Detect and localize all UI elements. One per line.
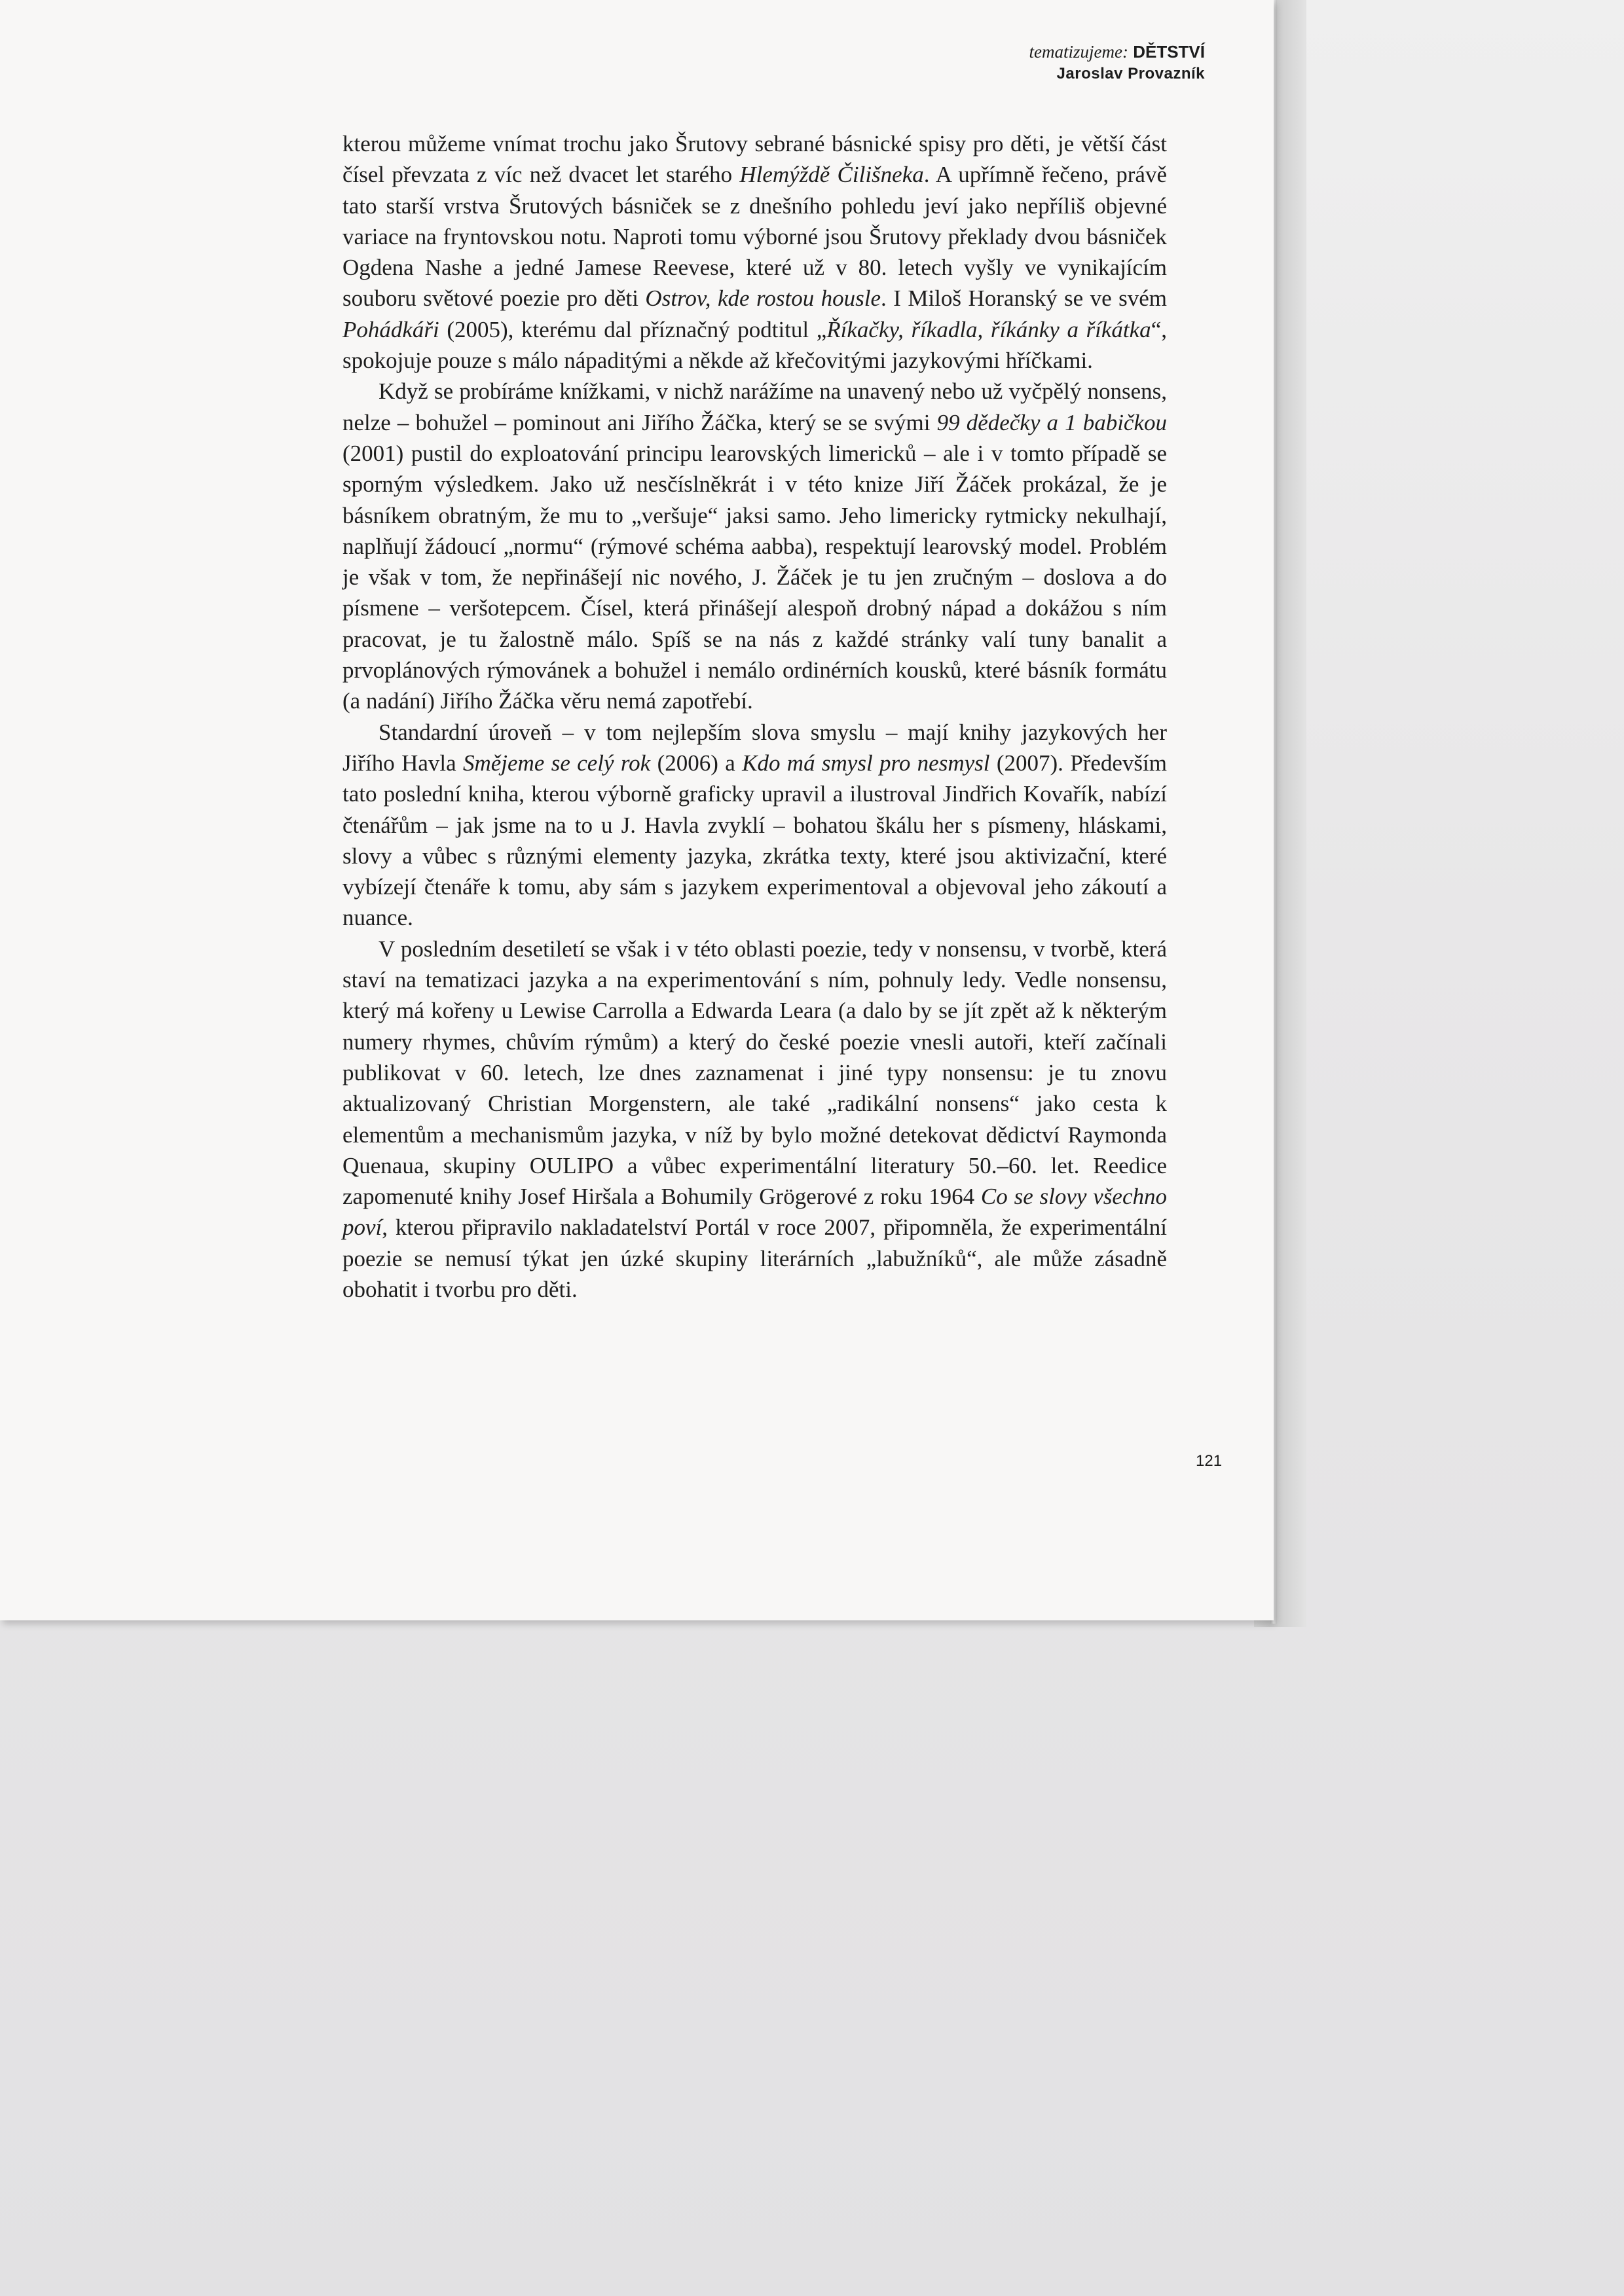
text-run: (2006) a <box>650 750 743 776</box>
italic-title: Hlemýždě Čilišneka <box>739 162 924 188</box>
article-body <box>342 128 1167 1305</box>
italic-title: 99 dědečky a 1 babičkou <box>936 409 1167 435</box>
text-run: “, spokojuje pouze s málo nápaditými a někde až křečovitými jazykovými hříčkami. <box>342 316 1167 374</box>
italic-title: Co se slovy všechno poví <box>342 1184 1168 1241</box>
page-number: 121 <box>1196 1452 1223 1470</box>
italic-title: Říkačky, říkadla, říkánky a říkátka <box>826 316 1151 342</box>
italic-title: Pohádkáři <box>342 316 439 342</box>
italic-title: Kdo má smysl pro nesmysl <box>742 750 990 776</box>
text-run: Standardní úroveň – v tom nejlepším slova smyslu – mají knihy jazykových her Jiřího Havla <box>342 719 1167 776</box>
italic-title: Smějeme se celý rok <box>462 750 651 776</box>
text-run: . I Miloš Horanský se ve svém <box>881 285 1167 312</box>
text-run: V posledním desetiletí se však i v této oblasti poezie, tedy v nonsensu, v tvorbě, která staví na tematizaci jazyka a na experimentování s ním, pohnuly ledy. Vedle nonsensu, který má kořeny u Lewise Carrolla a Edwarda Leara (a dalo by se jít zpět až k některým numery rhymes, chůvím rýmům) a který do české poezie vnesli autoři, kteří začínali publikovat v 60. letech, lze dnes zaznamenat i jiné typy nonsensu: je tu znovu aktualizovaný Christian Morgenstern, ale také „radikální nonsens“ jako cesta k elementům a mechanismům jazyka, v níž by bylo možné detekovat dědictví Raymonda Quenauа, skupiny OULIPO a vůbec experimentální literatury 50.–60. let. Reedice zapomenuté knihy Josef Hiršala a Bohumily Grögerové z roku 1964 <box>342 936 1167 1210</box>
header-author: Jaroslav Provazník <box>1056 65 1205 82</box>
paragraph <box>342 717 1167 934</box>
paragraph <box>342 128 1167 376</box>
text-run: , kterou připravilo nakladatelství Portál v roce 2007, připomněla, že experimentální poezie se nemusí týkat jen úzké skupiny literárních „labužníků“, ale může zásadně obohatit i tvorbu pro děti. <box>342 1214 1167 1302</box>
text-run: (2007). Především tato poslední kniha, kterou výborně graficky upravil a ilustroval Jindřich Kovařík, nabízí čtenářům – jak jsme na to u J. Havla zvyklí – bohatou škálu her s písmeny, hláskami, slovy a vůbec s různými elementy jazyka, zkrátka texty, které jsou aktivizační, které vybízejí čtenáře k tomu, aby sám s jazykem experimentoval a objevoval jeho zákoutí a nuance. <box>342 750 1167 931</box>
running-header <box>1029 41 1205 85</box>
text-run: kterou můžeme vnímat trochu jako Šrutovy sebrané básnické spisy pro děti, je větší část čísel převzata z víc než dvacet let starého <box>342 131 1167 188</box>
paragraph <box>342 376 1167 716</box>
paragraph <box>342 934 1167 1305</box>
text-run: (2005), kterému dal příznačný podtitul „ <box>439 316 827 342</box>
section-title: DĚTSTVÍ <box>1133 42 1205 62</box>
text-run: Když se probíráme knížkami, v nichž narážíme na unavený nebo už vyčpělý nonsens, nelze – bohužel – pominout ani Jiřího Žáčka, který se se svými <box>342 378 1167 435</box>
italic-title: Ostrov, kde rostou housle <box>645 285 881 312</box>
text-run: (2001) pustil do exploatování principu learovských limericků – ale i v tomto případě se sporným výsledkem. Jako už nesčíslněkrát i v této knize Jiří Žáček prokázal, že je básníkem obratným, že mu to „veršuje“ jaksi samo. Jeho limericky rytmicky nekulhají, naplňují žádoucí „normu“ (rýmové schéma aabba), respektují learovský model. Problém je však v tom, že nepřinášejí nic nového, J. Žáček je tu jen zručným – doslova a do písmene – veršotepcem. Čísel, která přinášejí alespoň drobný nápad a dokážou s ním pracovat, je tu žalostně málo. Spíš se na nás z každé stránky valí tuny banalit a prvoplánových rýmovánek a bohužel i nemálo ordinérních kousků, které básník formátu (a nadání) Jiřího Žáčka věru nemá zapotřebí. <box>342 440 1167 714</box>
series-label: tematizujeme: <box>1029 42 1128 62</box>
text-run: . A upřímně řečeno, právě tato starší vrstva Šrutových básniček se z dnešního pohledu jeví jako nepříliš objevné variace na fryntovskou notu. Naproti tomu výborné jsou Šrutovy překlady dvou básniček Ogdena Nashe a jedné Jamese Reevese, které už v 80. letech vyšly ve vynikajícím souboru světové poezie pro děti <box>342 162 1167 312</box>
header-section-line <box>1029 41 1205 63</box>
